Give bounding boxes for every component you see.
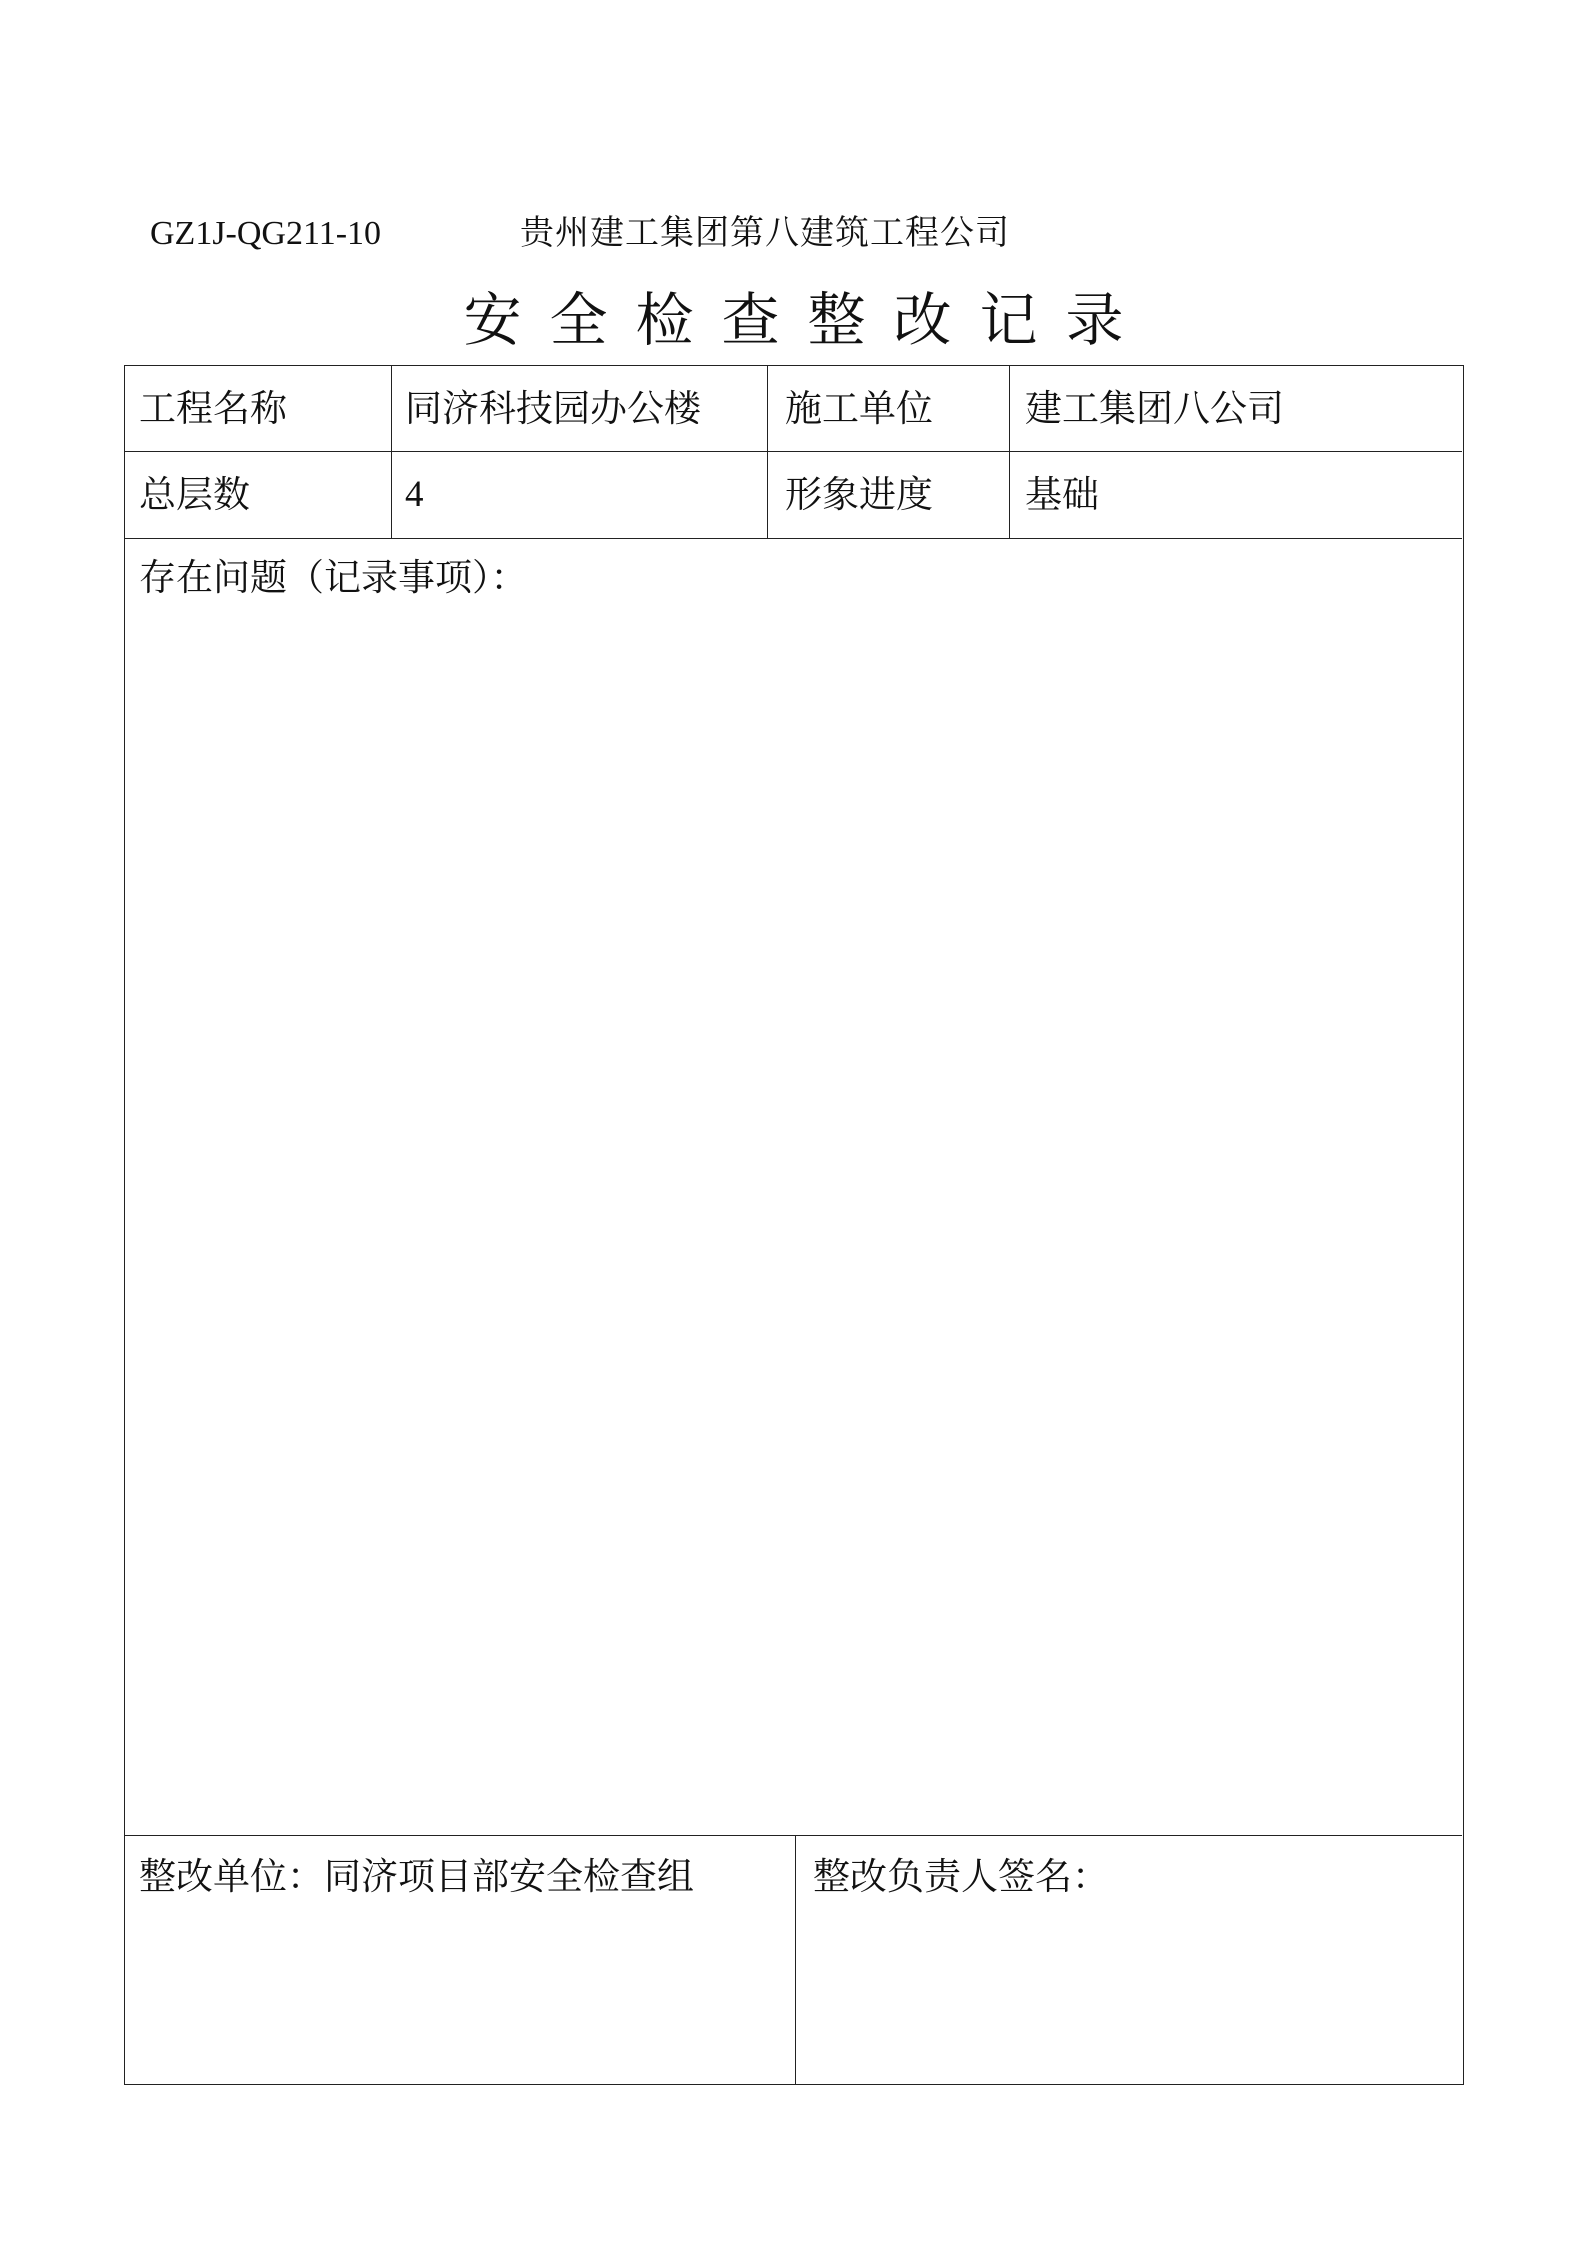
- construction-unit-label: 施工单位: [785, 387, 933, 430]
- col-divider-3: [1009, 366, 1010, 538]
- rectification-unit: 整改单位：同济项目部安全检查组: [139, 1855, 694, 1898]
- record-table: [124, 365, 1464, 2085]
- row-divider-1: [125, 451, 1462, 452]
- responsible-signature-label: 整改负责人签名：: [813, 1855, 1109, 1898]
- document-title: 安全检查整改记录: [463, 286, 1152, 354]
- company-name: 贵州建工集团第八建筑工程公司: [520, 213, 1010, 253]
- form-code: GZ1J-QG211-10: [150, 215, 382, 252]
- progress-label: 形象进度: [785, 473, 933, 516]
- project-name-label: 工程名称: [139, 387, 287, 430]
- total-floors-value: 4: [405, 474, 424, 515]
- row-divider-2: [125, 538, 1462, 539]
- form-header: [150, 213, 1010, 254]
- progress-value: 基础: [1025, 473, 1099, 516]
- col-divider-1: [391, 366, 392, 538]
- footer-divider: [795, 1835, 796, 2085]
- row-divider-3: [125, 1835, 1462, 1836]
- issues-label: 存在问题（记录事项）：: [139, 556, 528, 599]
- total-floors-label: 总层数: [139, 473, 250, 516]
- construction-unit-value: 建工集团八公司: [1025, 387, 1284, 430]
- project-name-value: 同济科技园办公楼: [405, 387, 701, 430]
- col-divider-2: [767, 366, 768, 538]
